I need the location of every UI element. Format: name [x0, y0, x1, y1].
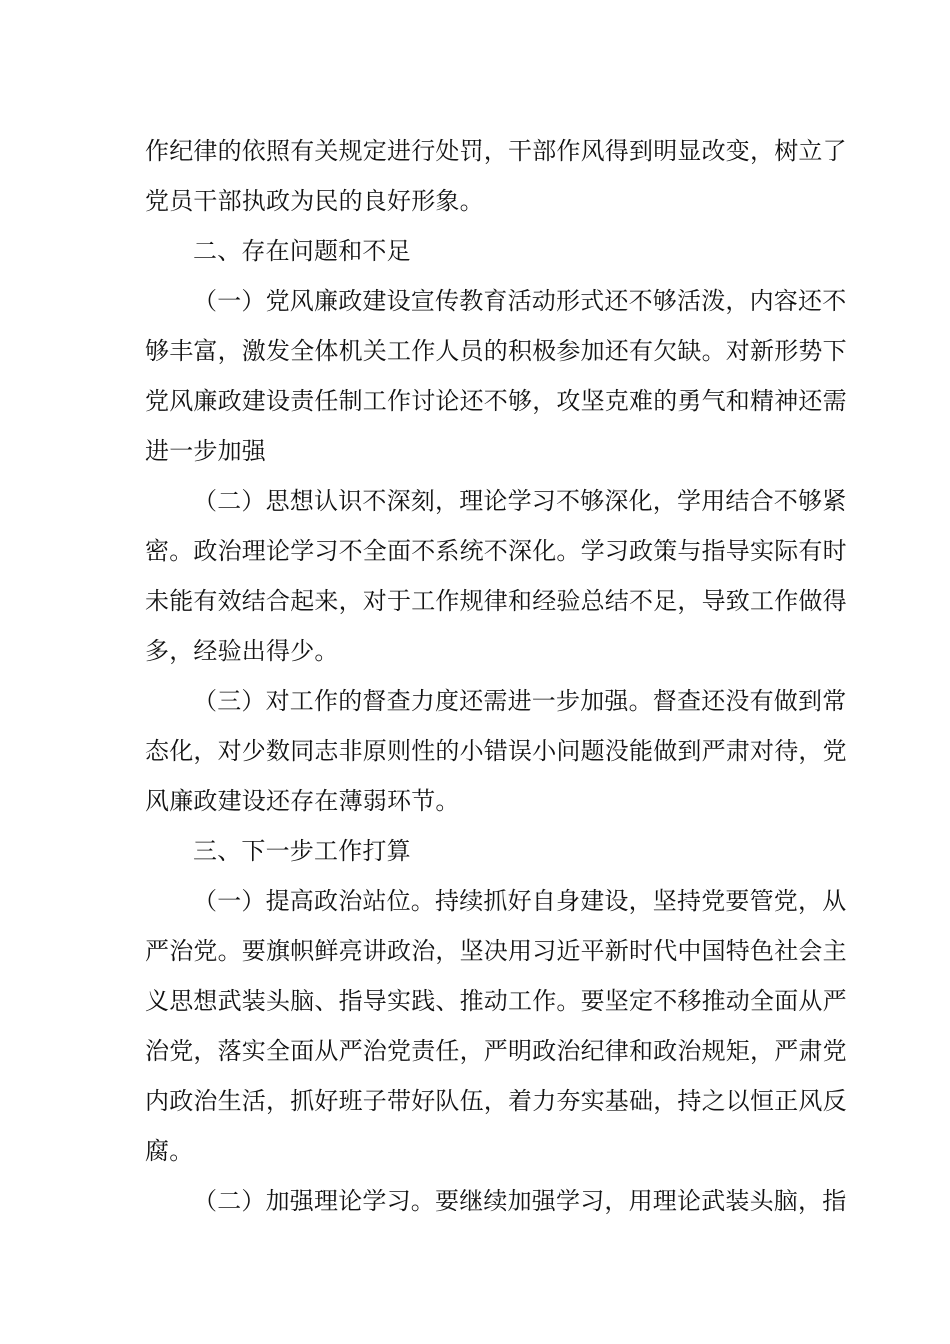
body-text-line: 党风廉政建设责任制工作讨论还不够，攻坚克难的勇气和精神还需 [145, 387, 847, 415]
body-text-line: 多，经验出得少。 [145, 637, 339, 665]
body-text-line: 够丰富，激发全体机关工作人员的积极参加还有欠缺。对新形势下 [145, 337, 847, 365]
body-text-line: 作纪律的依照有关规定进行处罚，干部作风得到明显改变，树立了 [145, 137, 847, 165]
body-text-line: 未能有效结合起来，对于工作规律和经验总结不足，导致工作做得 [145, 587, 847, 615]
body-text-line: 严治党。要旗帜鲜亮讲政治，坚决用习近平新时代中国特色社会主 [145, 937, 847, 965]
body-text-line: 进一步加强 [145, 437, 266, 465]
body-text-line: （一）提高政治站位。持续抓好自身建设，坚持党要管党，从 [193, 887, 847, 915]
body-text-line: 义思想武装头脑、指导实践、推动工作。要坚定不移推动全面从严 [145, 987, 847, 1015]
body-text-line: （一）党风廉政建设宣传教育活动形式还不够活泼，内容还不 [193, 287, 847, 315]
body-text-line: 治党，落实全面从严治党责任，严明政治纪律和政治规矩，严肃党 [145, 1037, 847, 1065]
body-text-line: 密。政治理论学习不全面不系统不深化。学习政策与指导实际有时 [145, 537, 847, 565]
body-text-line: 党员干部执政为民的良好形象。 [145, 187, 484, 215]
body-text-line: 腐。 [145, 1137, 194, 1165]
body-text-line: 风廉政建设还存在薄弱环节。 [145, 787, 460, 815]
body-text-line: （二）加强理论学习。要继续加强学习，用理论武装头脑，指 [193, 1187, 847, 1215]
body-text-line: 内政治生活，抓好班子带好队伍，着力夯实基础，持之以恒正风反 [145, 1087, 847, 1115]
body-text-line: （二）思想认识不深刻，理论学习不够深化，学用结合不够紧 [193, 487, 847, 515]
section-heading: 二、存在问题和不足 [193, 237, 411, 265]
section-heading: 三、下一步工作打算 [193, 837, 411, 865]
body-text-line: （三）对工作的督查力度还需进一步加强。督查还没有做到常 [193, 687, 847, 715]
body-text-line: 态化，对少数同志非原则性的小错误小问题没能做到严肃对待，党 [145, 737, 847, 765]
